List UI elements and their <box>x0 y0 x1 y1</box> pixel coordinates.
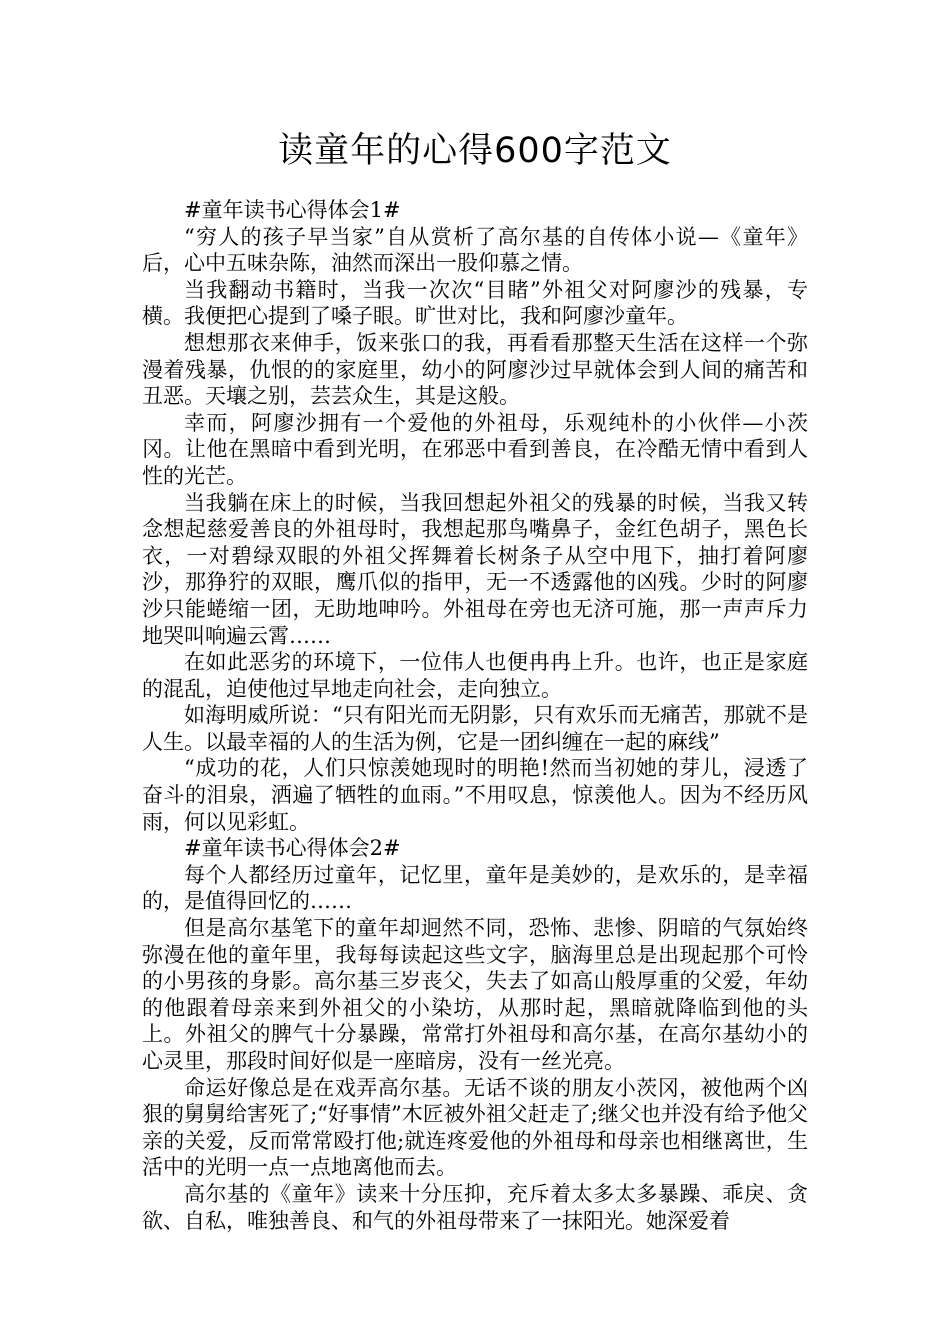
document-body <box>142 197 808 1234</box>
paragraph: 想想那衣来伸手，饭来张口的我，再看看那整天生活在这样一个弥漫着残暴，仇恨的的家庭里，幼小的阿廖沙过早就体会到人间的痛苦和丑恶。天壤之别，芸芸众生，其是这般。 <box>142 330 808 409</box>
paragraph: 但是高尔基笔下的童年却迥然不同，恐怖、悲惨、阴暗的气氛始终弥漫在他的童年里，我每每读起这些文字，脑海里总是出现起那个可怜的小男孩的身影。高尔基三岁丧父，失去了如高山般厚重的父爱，年幼的他跟着母亲来到外祖父的小染坊，从那时起，黑暗就降临到他的头上。外祖父的脾气十分暴躁，常常打外祖母和高尔基，在高尔基幼小的心灵里，那段时间好似是一座暗房，没有一丝光亮。 <box>142 916 808 1073</box>
paragraph: “成功的花，人们只惊羡她现时的明艳!然而当初她的芽儿，浸透了奋斗的泪泉，洒遍了牺牲的血雨。”不用叹息，惊羡他人。因为不经历风雨，何以见彩虹。 <box>142 756 808 834</box>
paragraph: 命运好像总是在戏弄高尔基。无话不谈的朋友小茨冈，被他两个凶狠的舅舅给害死了;“好事情”木匠被外祖父赶走了;继父也并没有给予他父亲的关爱，反而常常殴打他;就连疼爱他的外祖母和母亲也相继离世，生活中的光明一点一点地离他而去。 <box>142 1075 808 1180</box>
paragraph: #童年读书心得体会2# <box>184 836 401 861</box>
document-page <box>142 0 808 1344</box>
paragraph: 每个人都经历过童年，记忆里，童年是美妙的，是欢乐的，是幸福的，是值得回忆的…… <box>142 862 808 914</box>
paragraph: #童年读书心得体会1# <box>184 198 401 222</box>
paragraph: 幸而，阿廖沙拥有一个爱他的外祖母，乐观纯朴的小伙伴—小茨冈。让他在黑暗中看到光明，在邪恶中看到善良，在冷酷无情中看到人性的光芒。 <box>142 410 808 488</box>
paragraph: “穷人的孩子早当家”自从赏析了高尔基的自传体小说—《童年》后，心中五味杂陈，油然而深出一股仰慕之情。 <box>142 224 808 276</box>
paragraph: 当我躺在床上的时候，当我回想起外祖父的残暴的时候，当我又转念想起慈爱善良的外祖母时，我想起那鸟嘴鼻子，金红色胡子，黑色长衣，一对碧绿双眼的外祖父挥舞着长树条子从空中甩下，抽打着阿廖沙，那狰狞的双眼，鹰爪似的指甲，无一不透露他的凶残。少时的阿廖沙只能蜷缩一团，无助地呻吟。外祖母在旁也无济可施，那一声声斥力地哭叫响遍云霄…… <box>142 490 808 648</box>
paragraph: 在如此恶劣的环境下，一位伟人也便冉冉上升。也许，也正是家庭的混乱，迫使他过早地走向社会，走向独立。 <box>142 650 808 701</box>
paragraph: 高尔基的《童年》读来十分压抑，充斥着太多太多暴躁、乖戾、贪欲、自私，唯独善良、和气的外祖母带来了一抹阳光。她深爱着 <box>142 1181 808 1233</box>
document-title: 读童年的心得600字范文 <box>278 131 672 171</box>
paragraph: 当我翻动书籍时，当我一次次“目睹”外祖父对阿廖沙的残暴，专横。我便把心提到了嗓子眼。旷世对比，我和阿廖沙童年。 <box>142 277 808 329</box>
paragraph: 如海明威所说：“只有阳光而无阴影，只有欢乐而无痛苦，那就不是人生。以最幸福的人的生活为例，它是一团纠缠在一起的麻线” <box>142 703 808 754</box>
